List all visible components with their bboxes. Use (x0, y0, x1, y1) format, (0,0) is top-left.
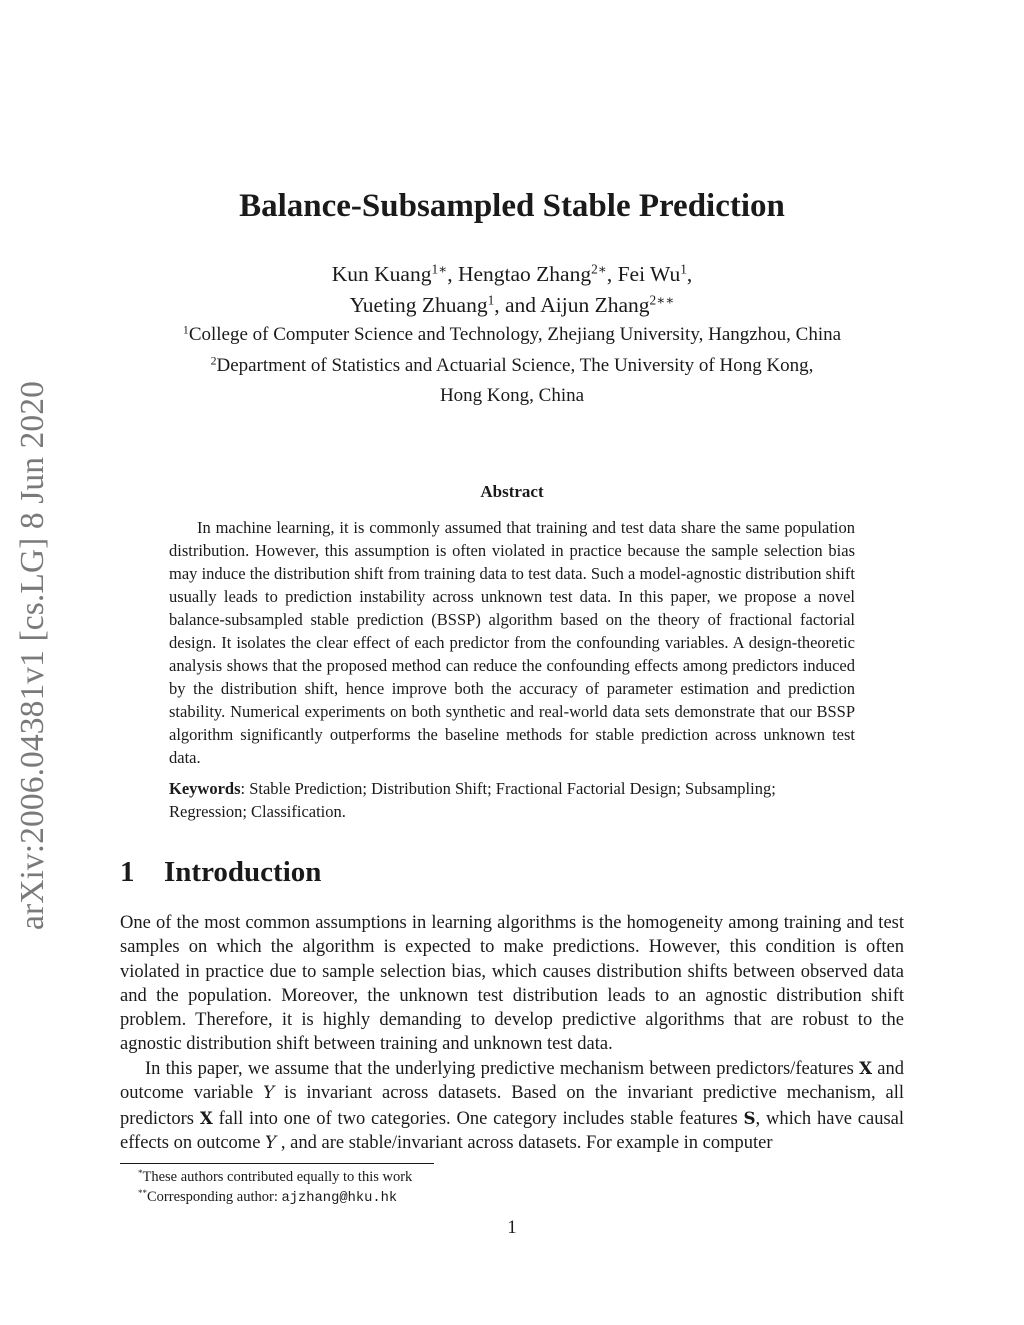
footnote-2 (138, 1188, 397, 1208)
section-heading (120, 856, 321, 889)
footnote-1 (138, 1168, 412, 1186)
author-sep: , (606, 262, 618, 286)
affiliation-1 (0, 320, 1024, 351)
author-mark: 2∗ (591, 261, 607, 277)
footnote-text: Corresponding author: (146, 1189, 282, 1205)
keywords-label: Keywords (169, 779, 241, 798)
section-title: Introduction (164, 856, 322, 888)
author-email[interactable]: ajzhang@hku.hk (281, 1191, 398, 1206)
author-mark: 1∗ (431, 261, 448, 277)
affiliation-mark: 2 (210, 354, 217, 368)
author-name: Yueting Zhuang (349, 293, 488, 317)
affiliation-2 (0, 351, 1024, 382)
page-number: 1 (507, 1218, 517, 1238)
section-number: 1 (120, 856, 135, 888)
author-sep: , (686, 262, 693, 286)
symbol-S: S (743, 1107, 756, 1128)
author-list (0, 259, 1024, 321)
footnote-divider (120, 1163, 434, 1164)
keywords (169, 777, 855, 823)
text-run: is invariant across datasets. Based on the invariant predictive mechanism, all predictors (120, 1083, 904, 1129)
text-run: , and are stable/invariant across datasets. For example in computer (276, 1132, 773, 1153)
footnote-text: These authors contributed equally to this work (142, 1169, 413, 1185)
author-line-2 (0, 290, 1024, 321)
affiliation-mark: 1 (182, 323, 189, 337)
text-run: and outcome variable (120, 1059, 905, 1104)
footnote-mark: * (138, 1168, 143, 1179)
symbol-Y: Y (263, 1083, 275, 1104)
symbol-X: X (199, 1107, 213, 1128)
text-run: , which have causal effects on outcome (120, 1108, 904, 1153)
author-mark: 1 (680, 261, 687, 277)
affiliation-2-continued: Hong Kong, China (439, 385, 585, 406)
author-sep: , (494, 293, 506, 317)
author-name: and Aijun Zhang (505, 293, 650, 317)
abstract-heading: Abstract (480, 482, 544, 501)
symbol-Y: Y (265, 1132, 277, 1153)
intro-paragraph-1: One of the most common assumptions in learning algorithms is the homogeneity among training and test samples on which the algorithm is expected to make predictions. However, this condition is often violated in practice due to sample selection bias, which causes distribution shifts between observed data and the population. Moreover, the unknown test distribution leads to an agnostic distribution shift problem. Therefore, it is highly demanding to develop predictive algorithms that are robust to the agnostic distribution shift between training and unknown test data. (120, 913, 904, 1055)
author-name: Fei Wu (617, 262, 681, 286)
abstract-text: In machine learning, it is commonly assumed that training and test data share the same population distribution. However, this assumption is often violated in practice because the sample selection bias may induce the distribution shift from training data to test data. Such a model-agnostic distribution shift usually leads to prediction instability across unknown test data. In this paper, we propose a novel balance-subsampled stable prediction (BSSP) algorithm based on the theory of fractional factorial design. It isolates the clear effect of each predictor from the confounding variables. A design-theoretic analysis shows that the proposed method can reduce the confounding effects among predictors induced by the distribution shift, hence improve both the accuracy of parameter estimation and prediction stability. Numerical experiments on both synthetic and real-world data sets demonstrate that our BSSP algorithm significantly outperforms the baseline methods for stable prediction across unknown test data. (169, 518, 855, 767)
footnote-mark: ** (138, 1188, 147, 1199)
author-sep: , (447, 262, 458, 286)
keywords-text: : Stable Prediction; Distribution Shift; Fractional Factorial Design; Subsampling; Regression; Classification. (169, 779, 776, 821)
affiliations (0, 320, 1024, 412)
author-line-1 (0, 259, 1024, 290)
symbol-X: X (859, 1058, 873, 1078)
text-run: In this paper, we assume that the underlying predictive mechanism between predictors/features (145, 1059, 860, 1079)
author-mark: 2∗∗ (649, 292, 675, 308)
affiliation-text: Department of Statistics and Actuarial Science, The University of Hong Kong, (216, 354, 814, 376)
affiliation-text: College of Computer Science and Technology, Zhejiang University, Hangzhou, China (188, 324, 842, 345)
arxiv-identifier: arXiv:2006.04381v1 [cs.LG] 8 Jun 2020 (14, 381, 51, 930)
paper-title: Balance-Subsampled Stable Prediction (239, 188, 785, 224)
author-mark: 1 (487, 292, 495, 308)
intro-paragraph-2 (120, 1056, 904, 1155)
author-name: Kun Kuang (331, 262, 432, 286)
author-name: Hengtao Zhang (457, 262, 592, 286)
text-run: fall into one of two categories. One category includes stable features (212, 1108, 744, 1129)
